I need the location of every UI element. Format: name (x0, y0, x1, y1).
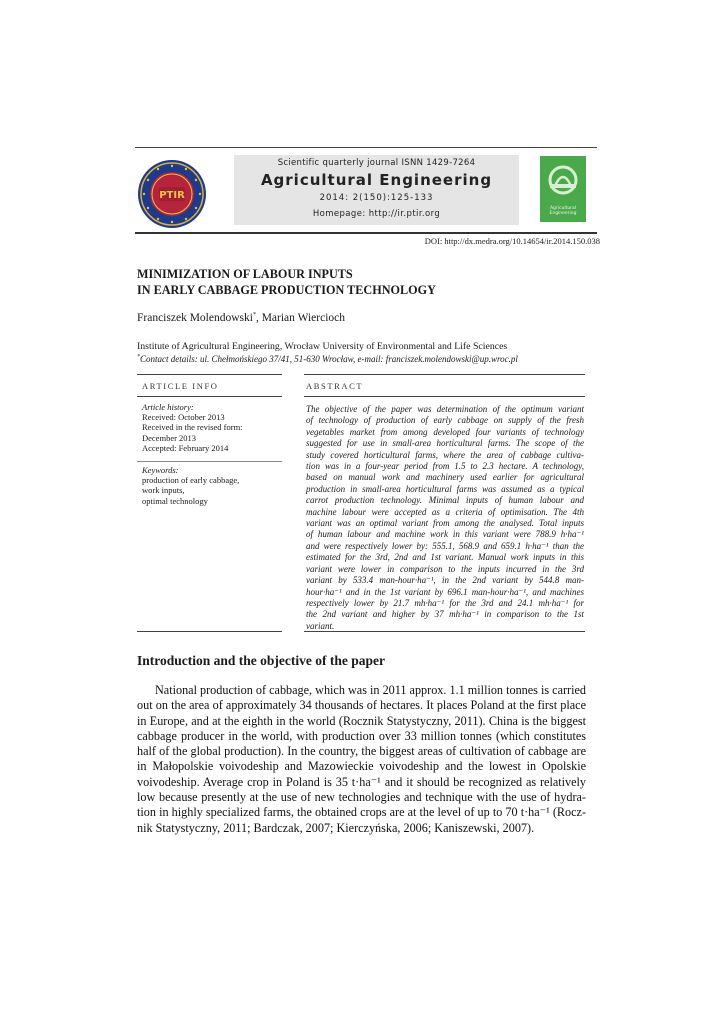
info-mid-rule-left (137, 396, 282, 397)
abstract-line: of technology of production of early cabbage on supply of the fresh (306, 415, 584, 426)
abstract-line: estimated for the 3rd, 2nd and 1st variant. Manual work inputs in this (306, 552, 584, 563)
abstract-line: tion was in a four-year period from 1.5 to 2.3 hectare. A technology, (306, 461, 584, 472)
section-heading: Introduction and the objective of the paper (137, 653, 385, 668)
abstract-text (306, 404, 584, 632)
paper-title (137, 266, 436, 298)
contact-mark: * (137, 354, 140, 360)
abstract-line: production in small-area horticultural farms was assumed as a typical (306, 483, 584, 494)
abstract-line: machine labour were accepted as a criteria of optimisation. The 4th (306, 506, 584, 517)
paragraph-line: National production of cabbage, which was in 2011 approx. 1.1 million tonnes is carried (155, 683, 586, 697)
abstract-line: variant were lower in comparison to the inputs incurred in the 3rd (306, 563, 584, 574)
abstract-line: and were respectively lower by: 555.1, 568.9 and 659.1 h·ha⁻¹ than the (306, 540, 584, 551)
info-bottom-rule-left (137, 631, 282, 632)
journal-line: Scientific quarterly journal ISNN 1429-7264 (277, 158, 476, 168)
abstract-line: suggested for use in small-area horticultural farms. The scope of the (306, 438, 584, 449)
paragraph-line: voivodeship. Average crop in Poland is 35 t·ha⁻¹ and it should be recognized as relatively (137, 774, 586, 789)
abstract-line: variant by 533.4 man-hour·ha⁻¹, in the 2nd variant by 544.8 man- (306, 575, 584, 586)
paragraph-line: tion in highly specialized farms, the obtained crops are at the level of up to 70 t·ha⁻¹ (Rocz- (137, 805, 586, 820)
abstract-line: based on manual work and machinery used earlier for agricultural (306, 472, 584, 483)
abstract-line: vegetables market from among developed four variants of technology (306, 426, 584, 437)
keyword-3: optimal technology (142, 495, 208, 506)
abstract-line: study covered horticultural farms, where the area of cabbage cultiva- (306, 449, 584, 460)
info-top-rule-left (137, 374, 282, 375)
intro-paragraph (137, 683, 586, 836)
contact-details (137, 354, 518, 364)
doi-link[interactable]: DOI: http://dx.medra.org/10.14654/ir.2014.150.038 (424, 236, 600, 246)
paragraph-line: low because presently at the use of new technologies and technique with the use of hydra- (137, 790, 586, 805)
journal-cover-image (540, 156, 586, 222)
journal-homepage[interactable]: Homepage: http://ir.ptir.org (312, 209, 441, 219)
title-line-2: IN EARLY CABBAGE PRODUCTION TECHNOLOGY (137, 283, 436, 297)
history-received: Received: October 2013 (142, 412, 225, 423)
abstract-line: respectively lower by 21.7 mh·ha⁻¹ for the 3rd and 24.1 mh·ha⁻¹ for (306, 597, 584, 608)
paragraph-line: cabbage producer in the world, with production over 33 million tonnes (which constitutes (137, 728, 586, 743)
logo-text: PTIR (159, 190, 185, 201)
cover-label: Agricultural Engineering (549, 206, 577, 216)
history-rule (137, 461, 282, 462)
abstract-line: variant. (306, 620, 335, 631)
info-bottom-rule-right (304, 631, 585, 632)
paragraph-line: half of the global production). In the country, the biggest areas of cultivation of cabbage are (137, 744, 586, 759)
info-top-rule-right (304, 374, 585, 375)
paragraph-line: out on the area of approximately 34 thousands of hectares. It places Poland at the first place (137, 698, 586, 713)
title-line-1: MINIMIZATION OF LABOUR INPUTS (137, 267, 353, 281)
paragraph-line: in Europe, and at the eighth in the world (Rocznik Statystyczny, 2011). China is the biggest (137, 713, 586, 728)
paragraph-line: nik Statystyczny, 2011; Bardczak, 2007; Kierczyńska, 2006; Kaniszewski, 2007). (137, 820, 535, 835)
paragraph-line: in Małopolskie voivodeship and Mazowieckie voivodeship and the lowest in Opolskie (137, 759, 586, 774)
contact-text: Contact details: ul. Chełmońskiego 37/41, 51-630 Wrocław, e-mail: franciszek.molendowski@up.wroc.pl (140, 354, 518, 364)
abstract-line: hour·ha⁻¹ and in the 1st variant by 696.1 man-hour·ha⁻¹, and machines (306, 586, 584, 597)
article-info-label: ARTICLE INFO (142, 381, 219, 391)
author-2: , Marian Wiercioch (255, 312, 346, 324)
journal-header-band (234, 155, 519, 225)
history-revised: Received in the revised form: (142, 422, 243, 433)
keyword-2: work inputs, (142, 485, 185, 496)
header-bottom-rule (135, 232, 597, 234)
header-top-rule (135, 147, 597, 148)
authors (137, 312, 345, 324)
history-revised-date: December 2013 (142, 432, 197, 443)
abstract-line: The objective of the paper was determination of the optimum variant (306, 404, 584, 414)
abstract-line: of human labour and machine work in this variant were 788.9 h·ha⁻¹ (306, 529, 584, 540)
abstract-line: the 2nd variant and higher by 37 mh·ha⁻¹ in comparison to the 1st (306, 609, 584, 620)
society-logo (137, 159, 207, 229)
journal-issue: 2014: 2(150):125-133 (319, 193, 434, 203)
abstract-label: ABSTRACT (306, 381, 364, 391)
history-label: Article history: (142, 402, 194, 412)
history-accepted: Accepted: February 2014 (142, 442, 229, 453)
abstract-line: carrot production technology. Minimal inputs of human labour and (306, 495, 584, 506)
keywords-label: Keywords: (142, 465, 179, 475)
article-history (142, 402, 282, 453)
corresponding-mark: * (252, 312, 256, 319)
author-1: Franciszek Molendowski (137, 312, 253, 324)
journal-title: Agricultural Engineering (260, 171, 493, 189)
keyword-1: production of early cabbage, (142, 475, 240, 486)
affiliation: Institute of Agricultural Engineering, Wrocław University of Environmental and Life Sciences (137, 341, 508, 352)
abstract-line: variant was an optimal variant from among the analysed. Total inputs (306, 518, 584, 529)
info-mid-rule-right (304, 396, 585, 397)
keywords (142, 465, 282, 506)
